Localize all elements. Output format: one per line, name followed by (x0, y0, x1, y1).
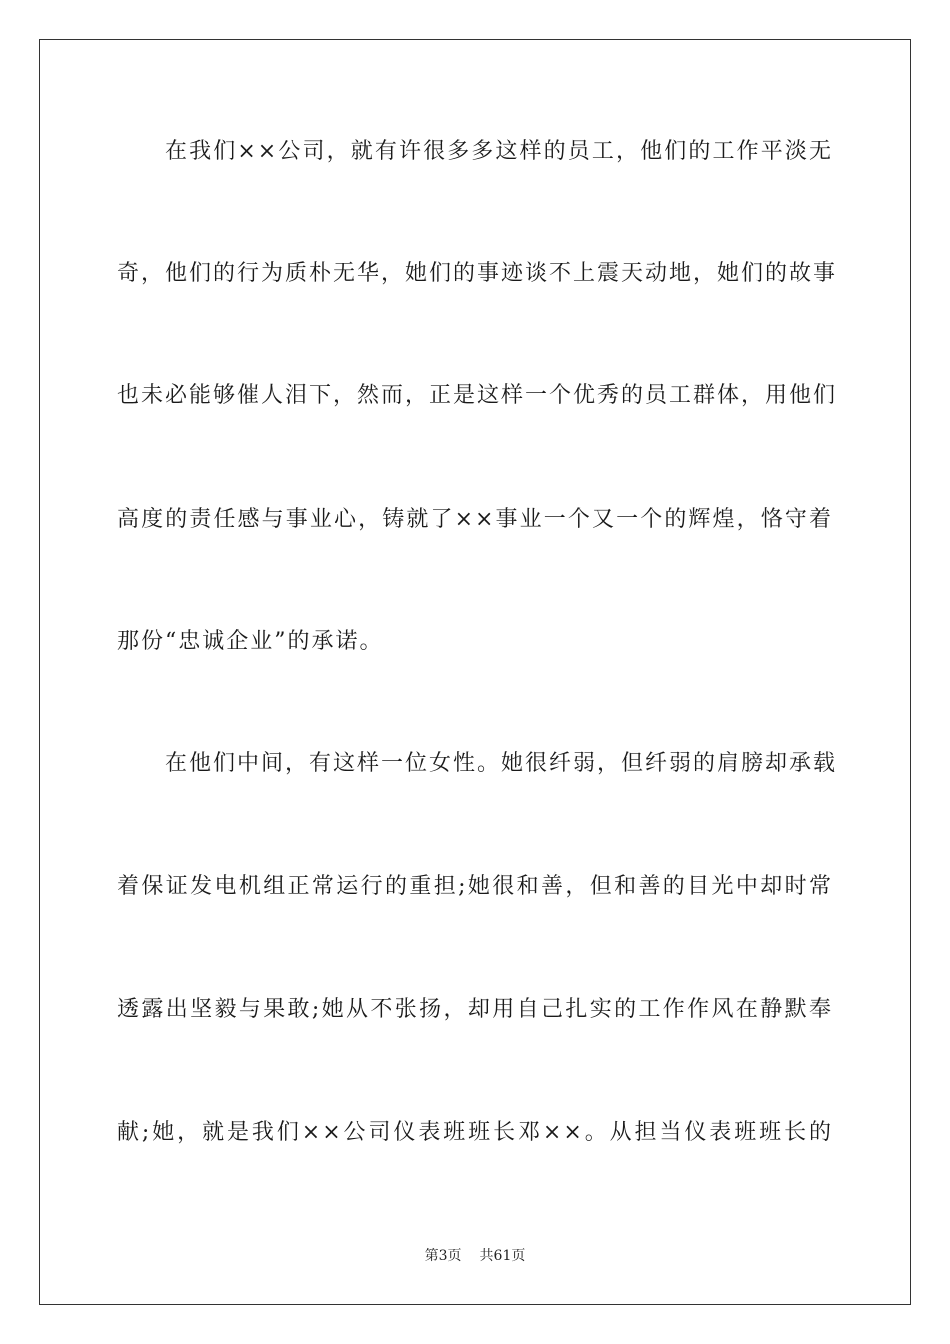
paragraph-1-line-1: 在我们××公司，就有许很多多这样的员工，他们的工作平淡无 (165, 139, 833, 164)
page-frame (39, 39, 911, 1305)
paragraph-2-line-1: 在他们中间，有这样一位女性。她很纤弱，但纤弱的肩膀却承载 (165, 751, 838, 776)
paragraph-1-line-4: 高度的责任感与事业心，铸就了××事业一个又一个的辉煌，恪守着 (117, 507, 833, 532)
paragraph-1-line-5: 那份“忠诚企业”的承诺。 (117, 629, 384, 654)
paragraph-1-line-3: 也未必能够催人泪下，然而，正是这样一个优秀的员工群体，用他们 (117, 383, 838, 408)
page-number: 第3页 (424, 1248, 462, 1264)
total-pages: 共61页 (479, 1248, 526, 1264)
paragraph-2-line-2: 着保证发电机组正常运行的重担;她很和善，但和善的目光中却时常 (117, 874, 833, 899)
paragraph-2-line-4: 献;她，就是我们××公司仪表班班长邓××。从担当仪表班班长的 (117, 1120, 833, 1145)
page-footer (0, 1247, 950, 1265)
paragraph-2-line-3: 透露出坚毅与果敢;她从不张扬，却用自己扎实的工作作风在静默奉 (117, 997, 833, 1022)
paragraph-1-line-2: 奇，他们的行为质朴无华，她们的事迹谈不上震天动地，她们的故事 (117, 261, 838, 286)
